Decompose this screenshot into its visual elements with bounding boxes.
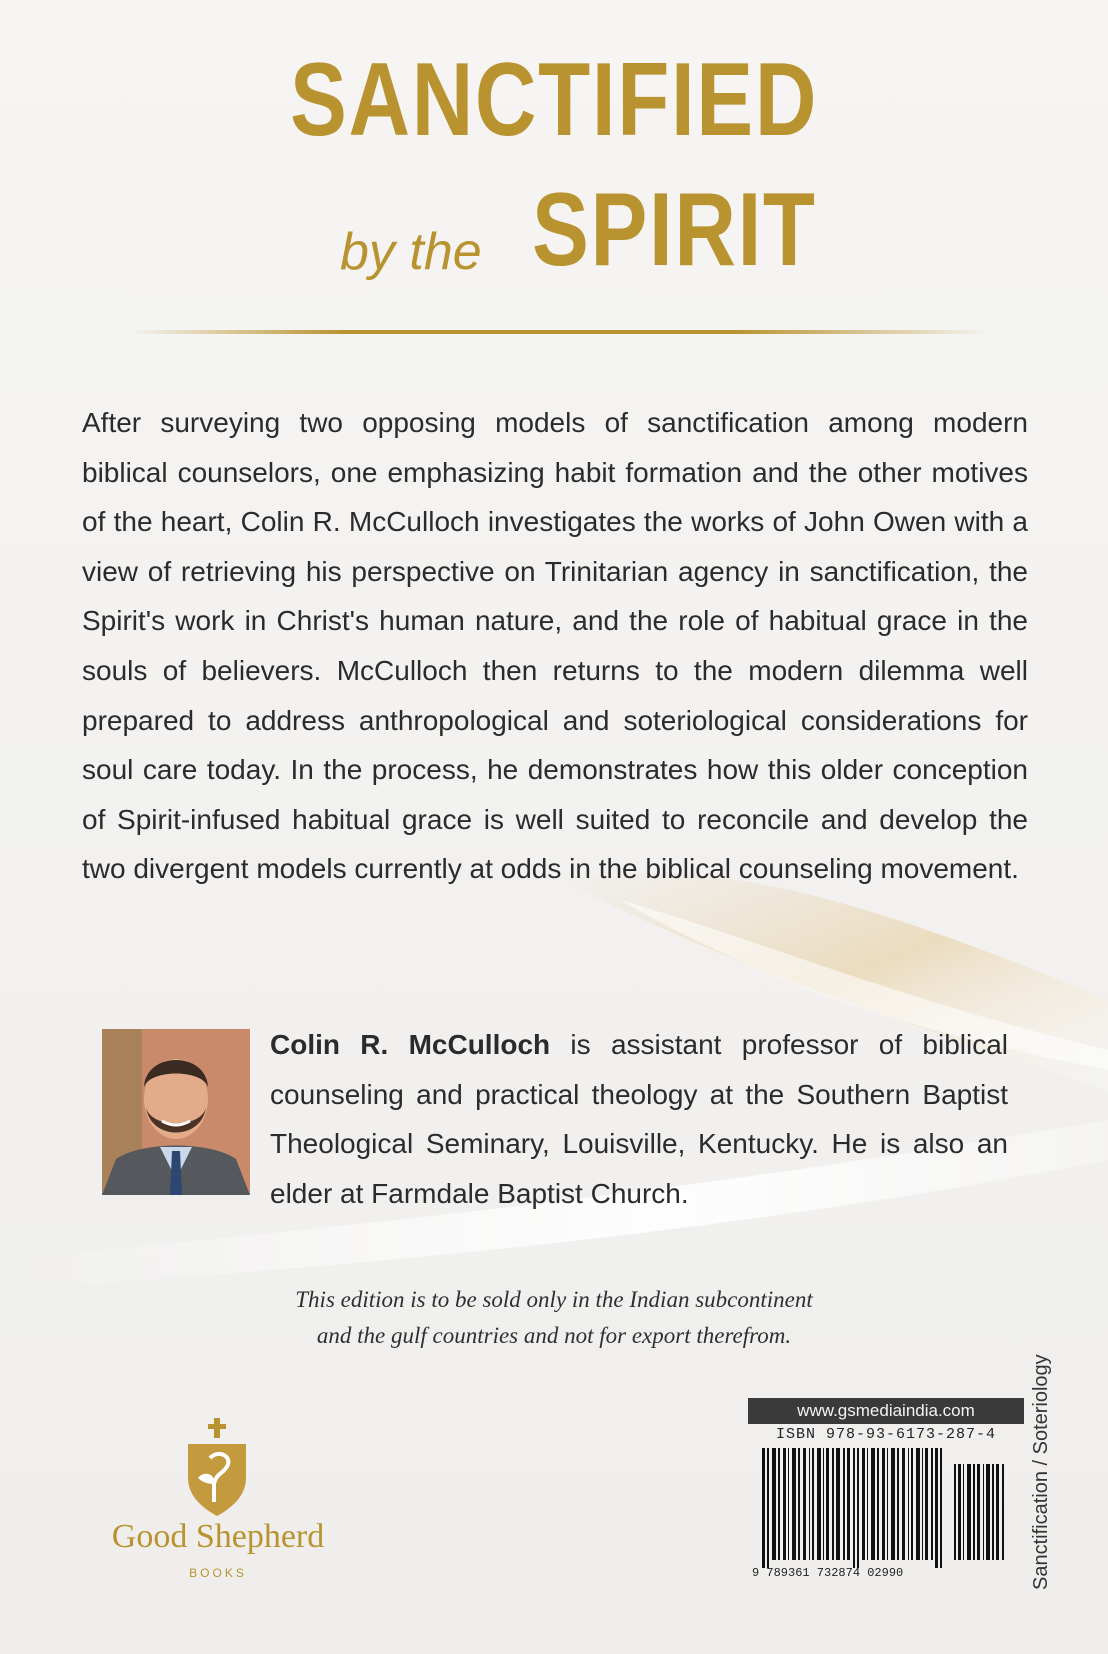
sales-notice	[0, 1282, 1108, 1354]
barcode-icon	[762, 1448, 1022, 1578]
title-by-the: by the	[340, 223, 482, 281]
publisher-name: Good Shepherd	[111, 1518, 325, 1555]
isbn-text: ISBN 978-93-6173-287-4	[775, 1426, 997, 1443]
author-bio	[270, 1020, 1008, 1218]
publisher-url: www.gsmediaindia.com	[748, 1398, 1024, 1424]
title-spirit: SPIRIT	[532, 172, 817, 288]
shepherd-shield-icon	[88, 1418, 348, 1518]
barcode-digits: 9 789361 732874 02990	[752, 1566, 904, 1580]
sales-notice-line-2: and the gulf countries and not for export therefrom.	[316, 1323, 792, 1348]
author-bio-text: is assistant professor of biblical counseling and practical theology at the Southern Baptist Theological Seminary, Louisville, Kentucky. He is also an elder at Farmdale Baptist Church.	[270, 1029, 1008, 1209]
author-photo	[102, 1029, 250, 1195]
title-sanctified: SANCTIFIED	[289, 42, 819, 158]
publisher-sub: BOOKS	[189, 1566, 247, 1580]
book-description: After surveying two opposing models of sanctification among modern biblical counselors, one emphasizing habit formation and the other motives of the heart, Colin R. McCulloch investigates the works of John Owen with a view of retrieving his perspective on Trinitarian agency in sanctification, the Spirit's work in Christ's human nature, and the role of habitual grace in the souls of believers. McCulloch then returns to the modern dilemma well prepared to address anthropological and soteriological considerations for soul care today. In the process, he demonstrates how this older conception of Spirit-infused habitual grace is well suited to reconcile and develop the two divergent models currently at odds in the biblical counseling movement.	[82, 407, 1028, 885]
barcode-block	[748, 1398, 1024, 1583]
sales-notice-line-1: This edition is to be sold only in the Indian subcontinent	[295, 1287, 813, 1312]
publisher-logo	[88, 1418, 348, 1578]
gold-divider	[130, 330, 990, 334]
author-name: Colin R. McCulloch	[270, 1029, 551, 1060]
category-label: Sanctification / Soteriology	[1030, 1354, 1052, 1590]
title-line-2	[340, 170, 860, 288]
